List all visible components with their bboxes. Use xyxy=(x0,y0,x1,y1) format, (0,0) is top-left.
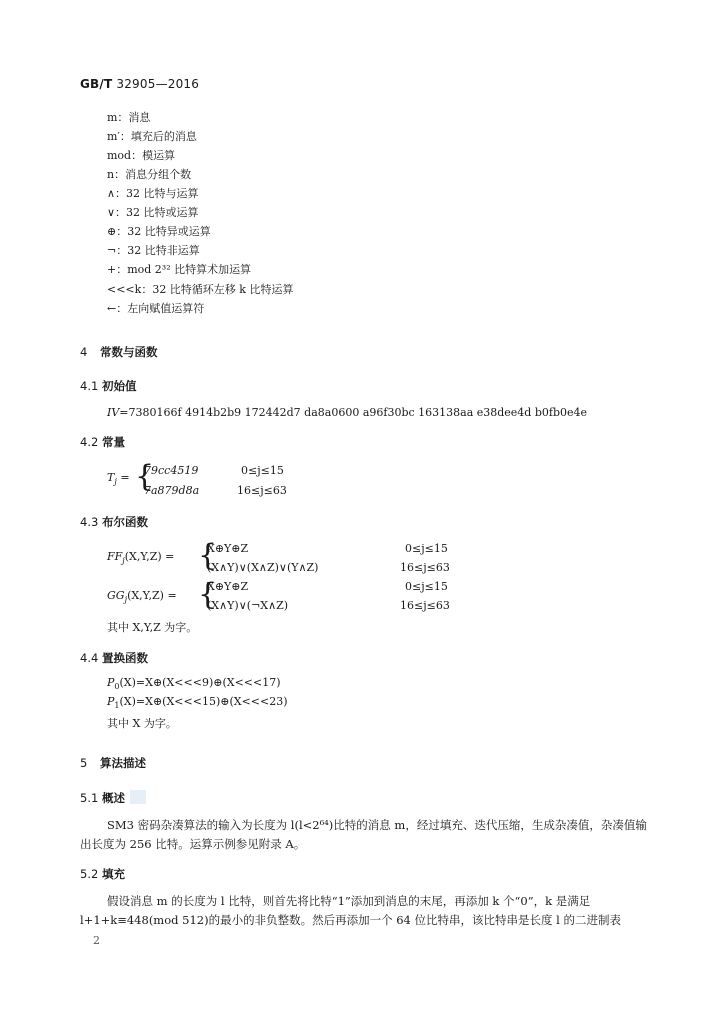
section-number: 5.1 xyxy=(80,791,99,805)
section-title: 填充 xyxy=(102,867,125,881)
selection-highlight xyxy=(130,790,146,804)
gg-lhs: $GG_j(X,Y,Z)$ = xyxy=(107,589,177,605)
ff-cond-0: 0≤j≤15 xyxy=(405,542,448,555)
perm-p0: $P_0(X)=X\oplus(X<<<9)\oplus(X<<<17)$ xyxy=(107,676,281,692)
section-title: 常量 xyxy=(102,435,125,449)
overview-paragraph: SM3 密码杂凑算法的输入为长度为 l(l<2⁶⁴)比特的消息 m，经过填充、迭代压缩，生成杂凑值，杂凑值输出长度为 256 比特。运算示例参见附录 A。 xyxy=(80,818,647,851)
gg-cond-0: 0≤j≤15 xyxy=(405,580,448,593)
symbol-item: n：消息分组个数 xyxy=(107,168,192,181)
section-number: 4.3 xyxy=(80,515,99,529)
tj-lhs: $T_j$ = xyxy=(107,471,130,487)
symbol-item: m′：填充后的消息 xyxy=(107,130,197,143)
tj-value-1: 7a879d8a xyxy=(144,484,200,497)
section-number: 5 xyxy=(80,756,88,770)
tj-cond-0: 0≤j≤15 xyxy=(241,464,284,477)
padding-paragraph: 假设消息 m 的长度为 l 比特，则首先将比特“1”添加到消息的末尾，再添加 k 个“0”，k 是满足 l+1+k≡448(mod 512)的最小的非负整数。然后再添加一个 64 位比特串，该比特串是长度 l 的二进制表 xyxy=(80,894,622,927)
section-number: 4 xyxy=(80,345,88,359)
section-heading-4-4 xyxy=(80,650,148,666)
section-number: 4.1 xyxy=(80,379,99,393)
section-heading-4-2 xyxy=(80,434,125,450)
symbol-item: mod：模运算 xyxy=(107,149,176,162)
section-heading-4 xyxy=(80,344,158,360)
section-heading-4-1 xyxy=(80,378,137,394)
iv-value: =7380166f 4914b2b9 172442d7 da8a0600 a96f30bc 163138aa e38dee4d b0fb0e4e xyxy=(119,406,588,419)
section-title: 初始值 xyxy=(102,379,137,393)
standard-header xyxy=(80,77,199,91)
brace-symbol: { xyxy=(135,459,155,494)
symbol-item: ∧：32 比特与运算 xyxy=(107,187,199,200)
brace-symbol: { xyxy=(198,538,218,573)
section-number: 5.2 xyxy=(80,867,99,881)
section-title: 常数与函数 xyxy=(100,345,158,359)
initial-value-line xyxy=(107,406,587,419)
standard-number: 32905—2016 xyxy=(116,77,200,91)
ff-cond-1: 16≤j≤63 xyxy=(400,561,450,574)
gg-expr-1: (X∧Y)∨(¬X∧Z) xyxy=(207,599,289,612)
brace-symbol: { xyxy=(198,577,218,612)
symbol-item: <<<k：32 比特循环左移 k 比特运算 xyxy=(107,283,294,296)
section-number: 4.4 xyxy=(80,651,99,665)
symbol-item: ←：左向赋值运算符 xyxy=(107,302,205,315)
symbol-item: ¬：32 比特非运算 xyxy=(107,244,200,257)
ff-expr-0: X⊕Y⊕Z xyxy=(207,542,249,555)
section-title: 算法描述 xyxy=(100,756,146,770)
section-title: 概述 xyxy=(102,791,125,805)
section-heading-5 xyxy=(80,755,146,771)
page-number: 2 xyxy=(93,934,100,947)
perm-p1: $P_1(X)=X\oplus(X<<<15)\oplus(X<<<23)$ xyxy=(107,695,288,711)
perm-note: 其中 X 为字。 xyxy=(107,717,177,730)
symbol-item: ⊕：32 比特异或运算 xyxy=(107,225,211,238)
section-title: 布尔函数 xyxy=(102,515,148,529)
symbol-item: ∨：32 比特或运算 xyxy=(107,206,199,219)
gg-cond-1: 16≤j≤63 xyxy=(400,599,450,612)
ff-expr-1: (X∧Y)∨(X∧Z)∨(Y∧Z) xyxy=(207,561,319,574)
tj-cond-1: 16≤j≤63 xyxy=(237,484,287,497)
ff-lhs: $FF_j(X,Y,Z)$ = xyxy=(107,550,175,566)
tj-value-0: 79cc4519 xyxy=(144,464,199,477)
section-heading-5-1 xyxy=(80,790,125,806)
section-number: 4.2 xyxy=(80,435,99,449)
iv-label: IV xyxy=(107,406,120,419)
symbol-item: +：mod 2³² 比特算术加运算 xyxy=(107,263,252,276)
gg-expr-0: X⊕Y⊕Z xyxy=(207,580,249,593)
bool-note: 其中 X,Y,Z 为字。 xyxy=(107,621,198,634)
section-heading-5-2 xyxy=(80,866,125,882)
symbol-item: m：消息 xyxy=(107,111,151,124)
section-title: 置换函数 xyxy=(102,651,148,665)
standard-code: GB/T xyxy=(80,77,113,91)
section-heading-4-3 xyxy=(80,514,148,530)
